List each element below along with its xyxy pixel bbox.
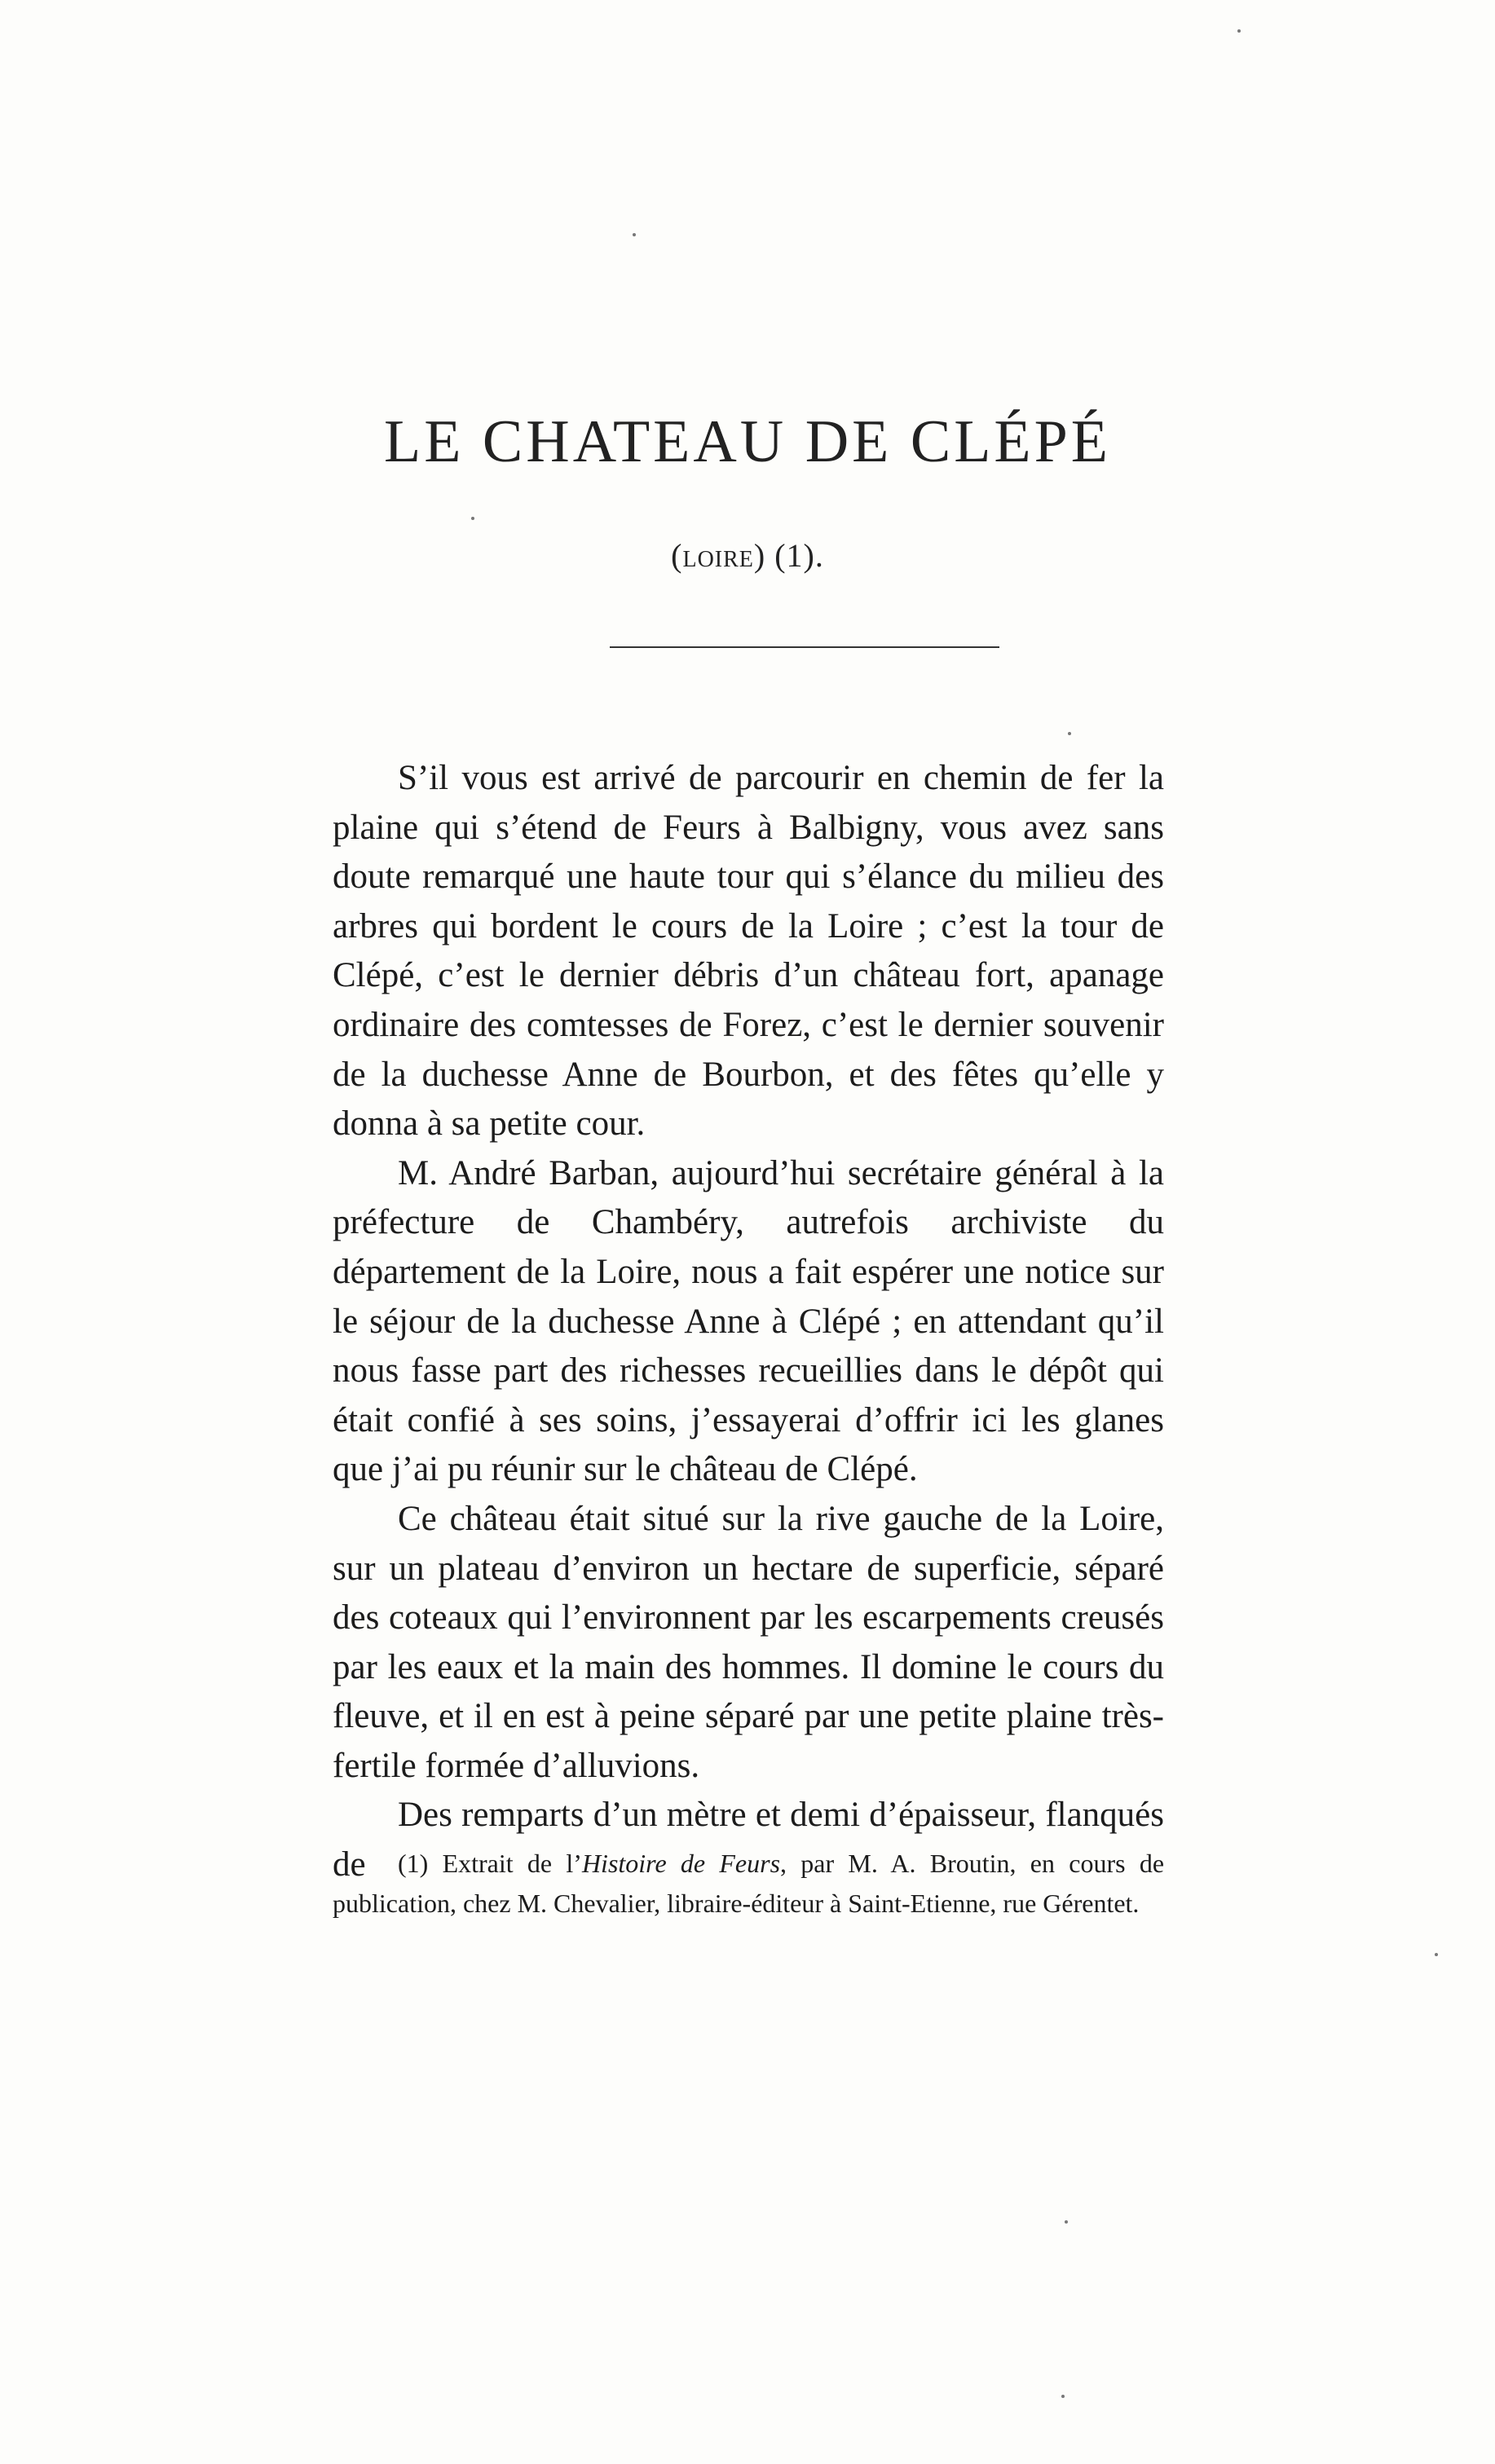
footnote-reference: (1). [774, 537, 824, 574]
paragraph-1: S’il vous est arrivé de parcourir en chemin de fer la plaine qui s’étend de Feurs à Balbigny, vous avez sans doute remarqué une haute tour qui s’élance du milieu des arbres qui bordent le cours de la Loire ; c’est la tour de Clépé, c’est le dernier débris d’un château fort, apanage ordinaire des comtesses de Forez, c’est le dernier souvenir de la duchesse Anne de Bourbon, et des fêtes qu’elle y donna à sa petite cour. [333, 759, 1164, 1144]
subtitle [0, 536, 1495, 575]
paragraph-2: M. André Barban, aujourd’hui secrétaire général à la préfecture de Chambéry, autrefois archiviste du département de la Loire, nous a fait espérer une notice sur le séjour de la duchesse Anne à Clépé ; en attendant qu’il nous fasse part des richesses recueillies dans le dépôt qui était confié à ses soins, j’essayerai d’offrir ici les glanes que j’ai pu réunir sur le château de Clépé. [333, 1153, 1164, 1489]
footnote-book-title: Histoire de Feurs [581, 1849, 781, 1878]
paper-speck [1068, 732, 1071, 735]
footnote-text-before: Extrait de l’ [428, 1849, 582, 1878]
footnote-marker: (1) [398, 1849, 429, 1878]
footnote-text-after: , par M. A. Broutin, en cours de publication, chez M. Chevalier, libraire-éditeur à Saint-Etienne, rue Gérentet. [333, 1849, 1165, 1918]
paper-speck [1237, 29, 1241, 33]
title-divider [610, 646, 999, 648]
paper-speck [1061, 2395, 1065, 2398]
paragraph-3: Ce château était situé sur la rive gauche de la Loire, sur un plateau d’environ un hectare de superficie, séparé des coteaux qui l’environnent par les escarpements creusés par les eaux et la main des hommes. Il domine le cours du fleuve, et il en est à peine séparé par une petite plaine très-fertile formée d’alluvions. [333, 1499, 1164, 1785]
paper-speck [1435, 1953, 1438, 1956]
footnote-text [333, 1844, 1164, 1924]
paper-speck [633, 233, 636, 236]
paper-speck [471, 517, 474, 520]
paper-speck [1065, 2220, 1068, 2224]
footnote [333, 1844, 1164, 1924]
paragraph-4: Des remparts d’un mètre et demi d’épaisseur, flanqués de [333, 1796, 1164, 1884]
page-title: LE CHATEAU DE CLÉPÉ [384, 408, 1111, 475]
subtitle-region: (loire) [671, 537, 766, 574]
body-text [333, 754, 1164, 1890]
